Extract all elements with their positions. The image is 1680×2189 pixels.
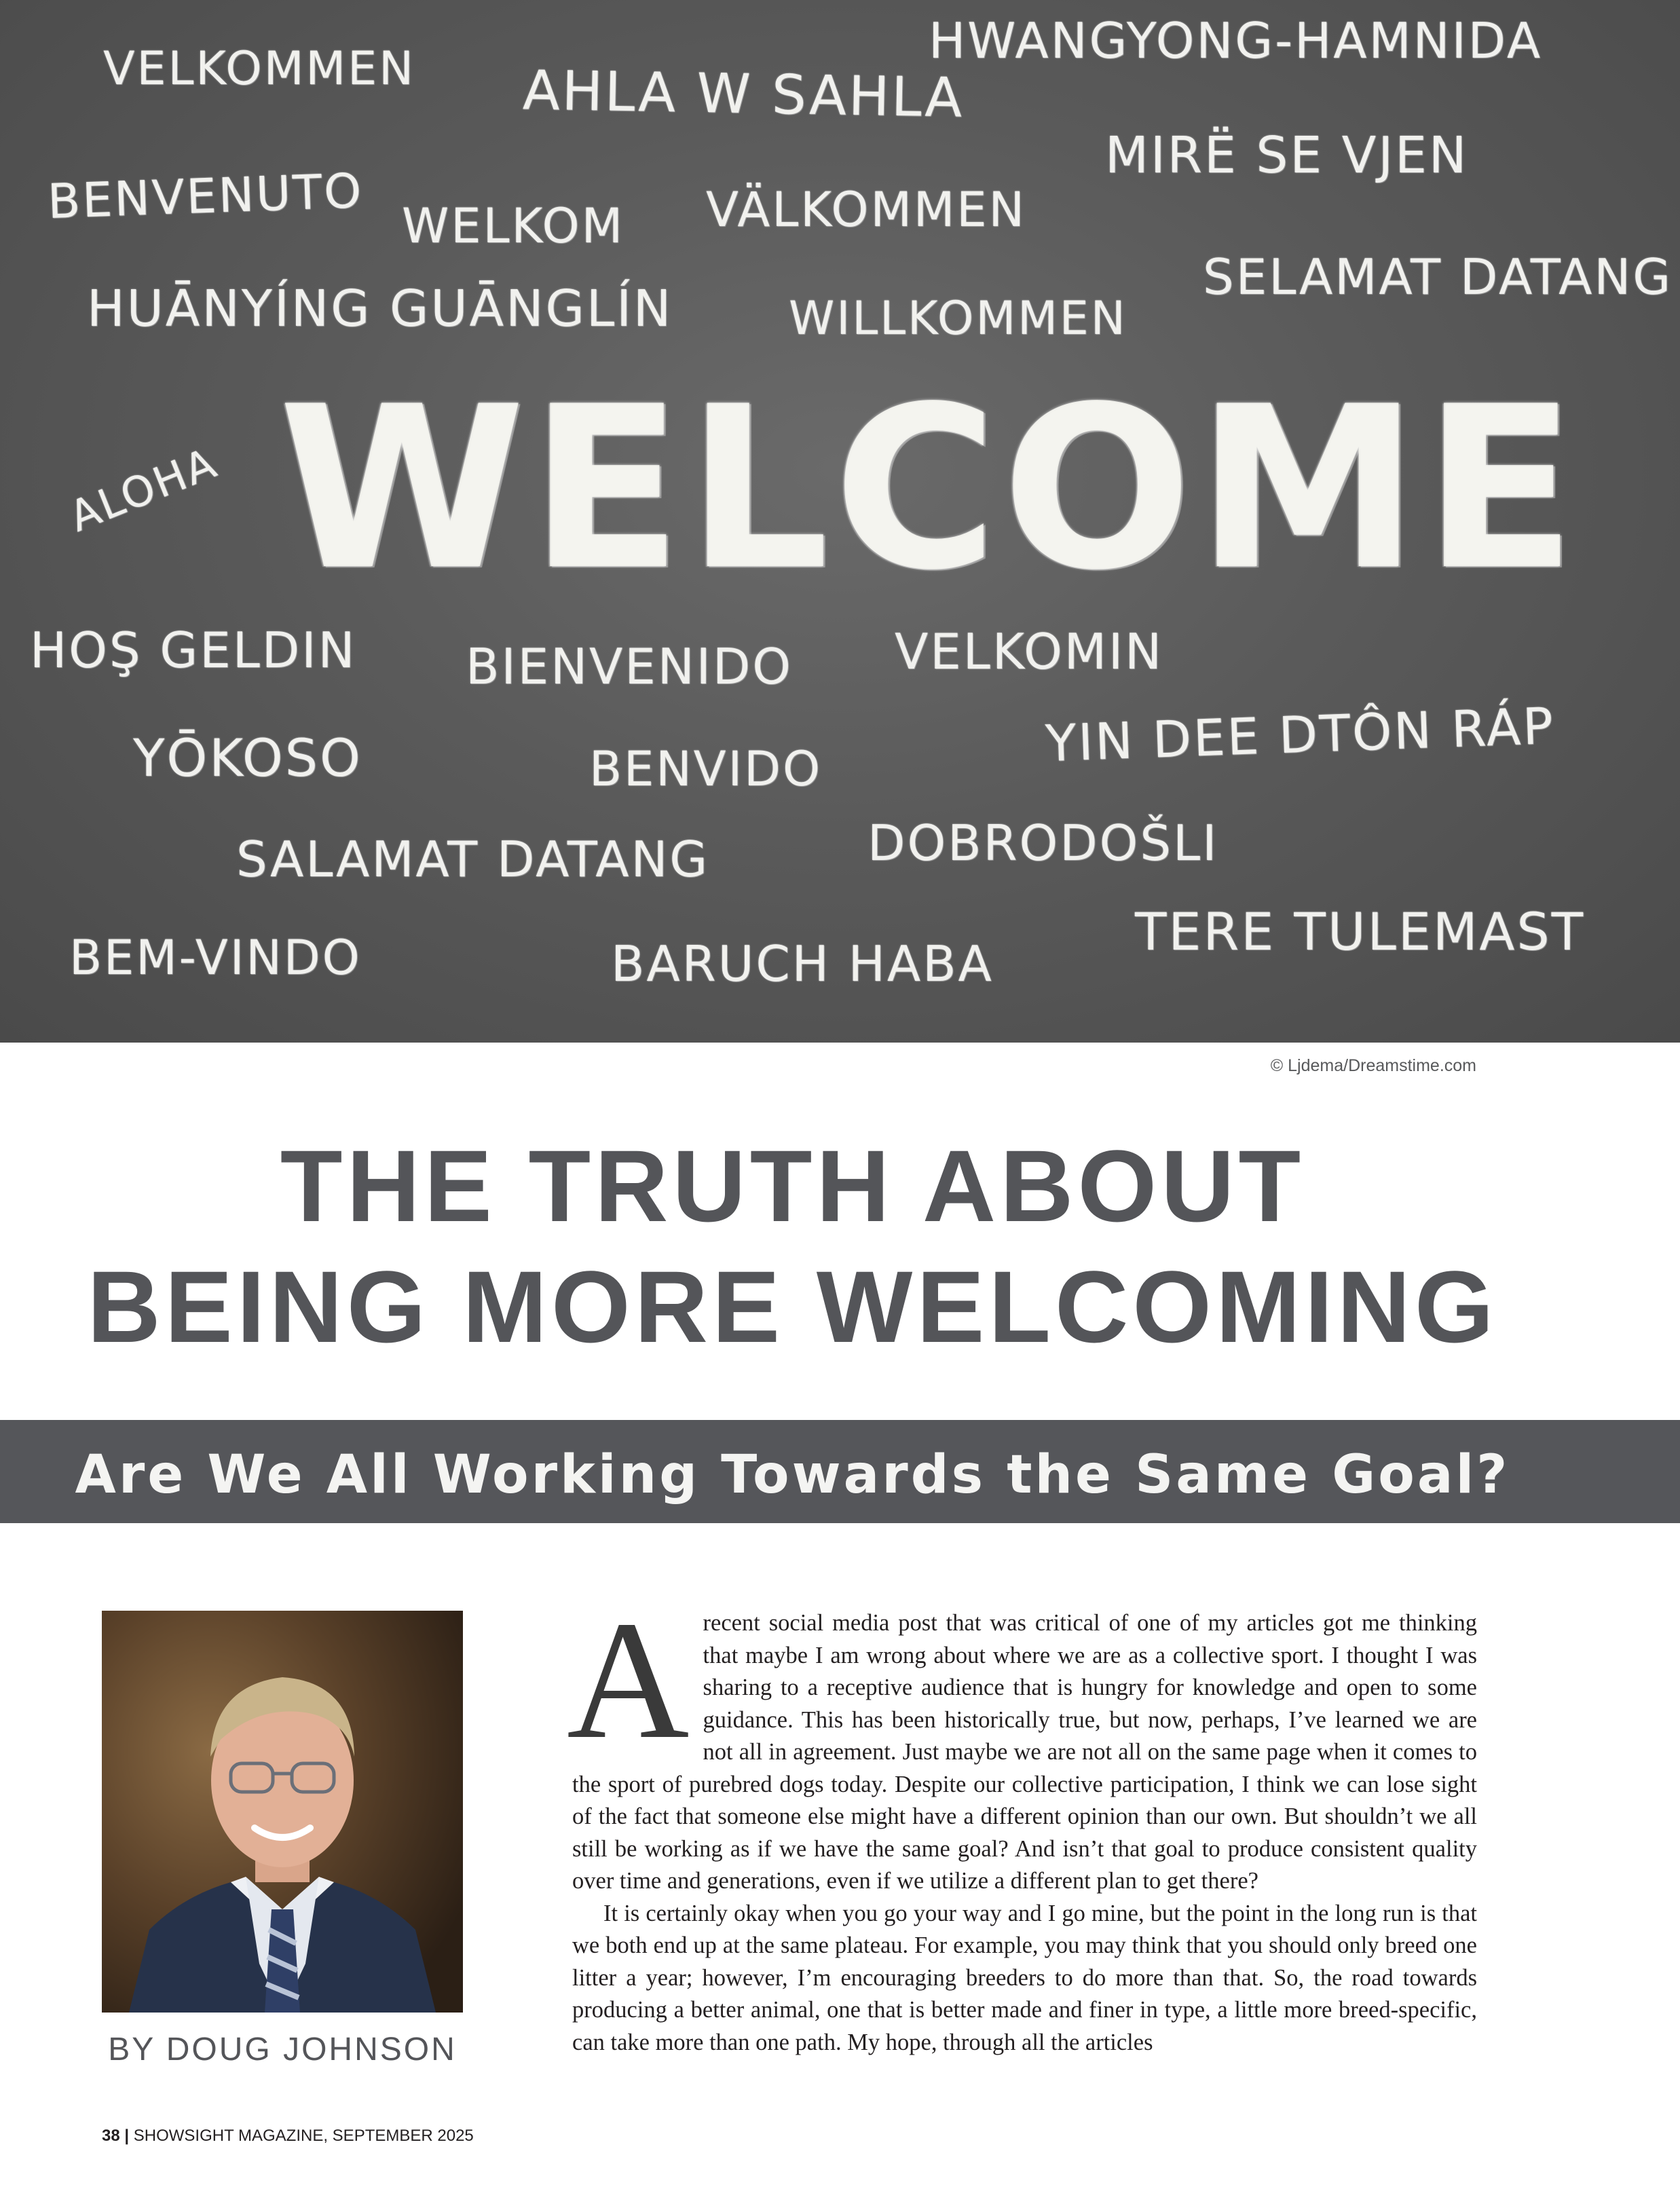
chalk-word: BARUCH HABA bbox=[611, 935, 994, 992]
page-number: 38 bbox=[102, 2127, 120, 2145]
article-subtitle: Are We All Working Towards the Same Goal? bbox=[75, 1444, 1510, 1505]
publication-name: SHOWSIGHT MAGAZINE, SEPTEMBER 2025 bbox=[133, 2127, 474, 2145]
chalk-word: SALAMAT DATANG bbox=[236, 831, 710, 888]
article-paragraph-2: It is certainly okay when you go your way and I go mine, but the point in the long run is that we both end up at the same plateau. For example, you may think that you should only breed one litter a year; however, I’m encouraging breeders to do more than that. So, the road towards producing a better animal, one that is better made and finer in type, a little more breed-specific, can take more than one path. My hope, through all the articles bbox=[572, 1900, 1477, 2055]
author-portrait-illustration bbox=[102, 1611, 463, 2013]
chalk-word: BENVENUTO bbox=[46, 162, 365, 230]
title-line-2: BEING MORE WELCOMING bbox=[87, 1250, 1498, 1364]
article-body bbox=[567, 1586, 1477, 2059]
chalk-word: HOŞ GELDIN bbox=[30, 622, 357, 679]
chalk-word: SELAMAT DATANG bbox=[1203, 248, 1673, 305]
chalk-word: YIN DEE DTÔN RÁP bbox=[1044, 696, 1556, 774]
chalk-word: WILLKOMMEN bbox=[789, 292, 1127, 345]
author-photo bbox=[102, 1611, 463, 2013]
chalk-word: DOBRODOŠLI bbox=[867, 815, 1219, 872]
chalk-word: BIENVENIDO bbox=[466, 638, 793, 695]
chalk-word: YŌKOSO bbox=[133, 728, 362, 788]
title-line-1: THE TRUTH ABOUT bbox=[280, 1129, 1305, 1243]
hero-welcome-word: WELCOME bbox=[278, 358, 1581, 619]
chalk-word: VELKOMIN bbox=[895, 623, 1164, 680]
chalk-word: WELKOM bbox=[402, 198, 625, 254]
chalk-word: VELKOMMEN bbox=[103, 42, 415, 96]
article-paragraph-1 bbox=[567, 1586, 1477, 1898]
chalk-word: MIRË SE VJEN bbox=[1105, 126, 1469, 185]
chalk-word: TERE TULEMAST bbox=[1135, 901, 1586, 962]
chalk-word: AHLA W SAHLA bbox=[522, 58, 965, 130]
chalk-word: HWANGYONG-HAMNIDA bbox=[929, 12, 1543, 69]
chalk-word: VÄLKOMMEN bbox=[706, 182, 1026, 238]
chalk-word: BEM-VINDO bbox=[69, 930, 362, 986]
paragraph-1-text: recent social media post that was critical of one of my articles got me thinking that maybe I am wrong about where we are as a collective sport. I thought I was sharing to a receptive audience that is hungry for knowledge and open to some guidance. This has been historically true, but now, perhaps, I’ve learned we are not all in agreement. Just maybe we are not all on the same page when it comes to the sport of purebred dogs today. Despite our collective participation, I think we can lose sight of the fact that someone else might have a different opinion than our own. But shouldn’t we all still be working as if we have the same goal? And isn’t that goal to produce consistent quality over time and generations, even if we utilize a different plan to get there? bbox=[572, 1610, 1477, 1894]
chalk-word: ALOHA bbox=[62, 437, 225, 542]
article-title bbox=[0, 1125, 1680, 1367]
subtitle-banner bbox=[0, 1420, 1680, 1523]
chalk-word: HUĀNYÍNG GUĀNGLÍN bbox=[87, 280, 673, 338]
footer-separator: | bbox=[124, 2127, 130, 2145]
hero-chalkboard-image bbox=[0, 0, 1680, 1043]
chalk-word: BENVIDO bbox=[589, 741, 823, 797]
drop-cap: A bbox=[567, 1586, 690, 1774]
page-footer bbox=[102, 2127, 474, 2146]
photo-credit: © Ljdema/Dreamstime.com bbox=[1270, 1056, 1476, 1075]
author-byline: BY DOUG JOHNSON bbox=[108, 2032, 457, 2068]
